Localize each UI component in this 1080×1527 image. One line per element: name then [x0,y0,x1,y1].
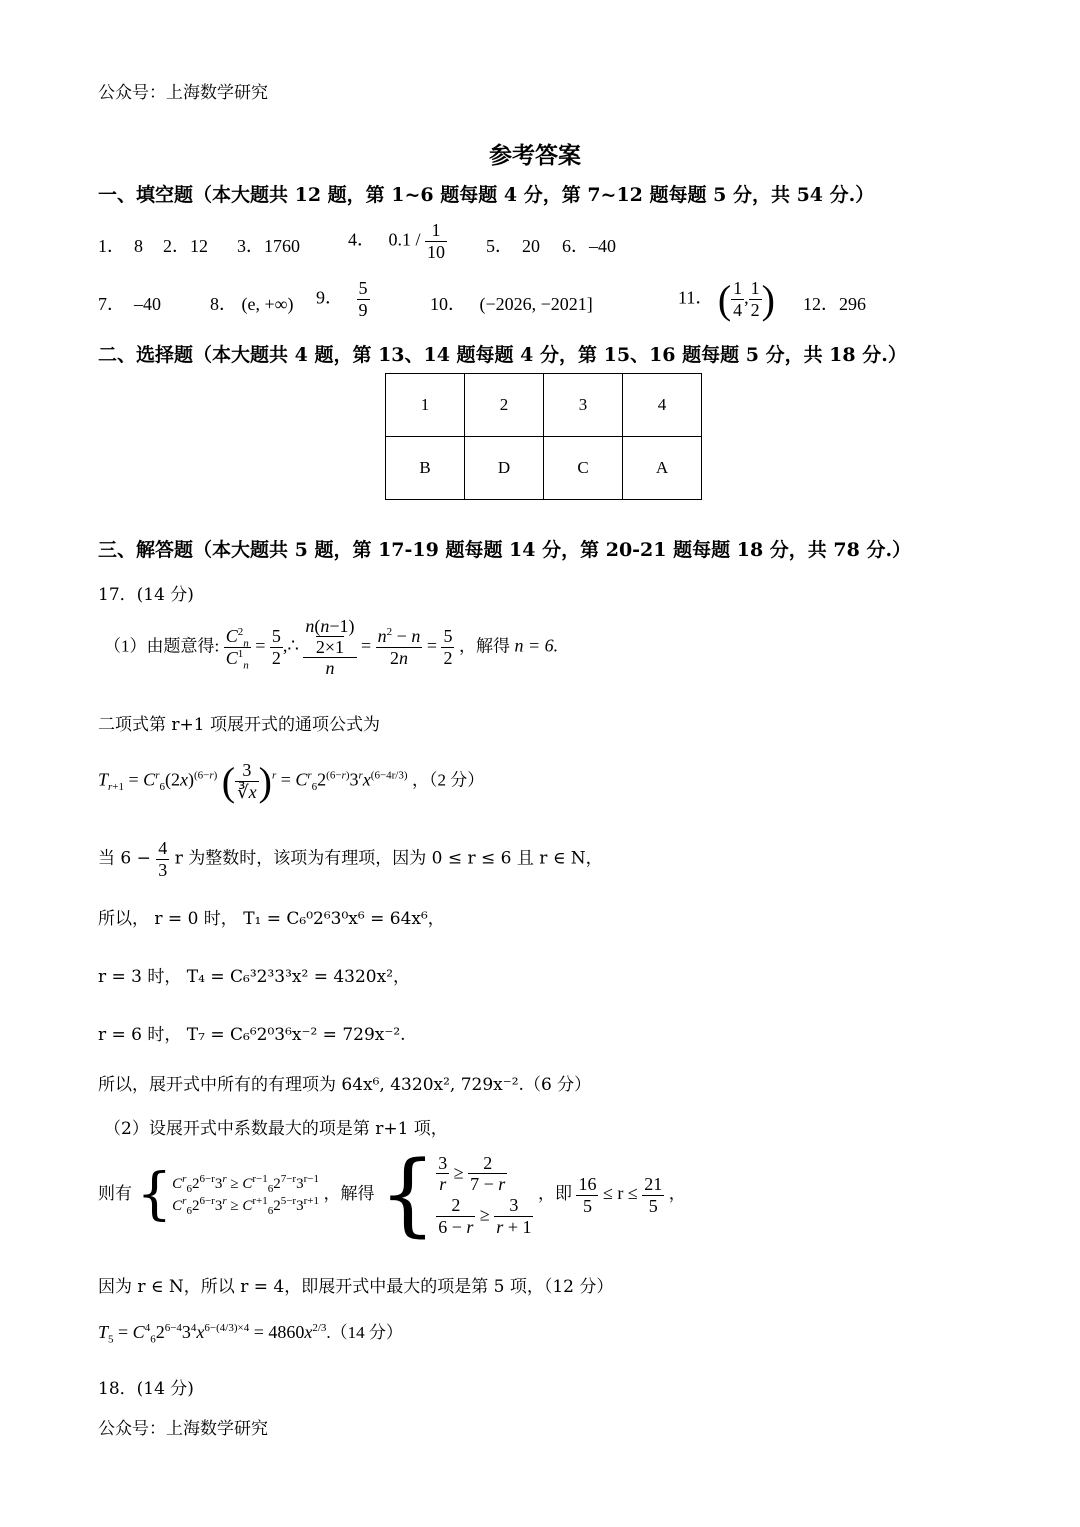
table-cell: 1 [386,374,465,437]
q17-rational-summary: 所以，展开式中所有的有理项为 64x⁶, 4320x², 729x⁻².（6 分） [98,1075,592,1095]
page-header-source: 公众号：上海数学研究 [98,83,268,103]
choice-answer-table [385,373,702,500]
q17-part2-conclusion: 因为 r ∈ N，所以 r = 4，即展开式中最大的项是第 5 项，（12 分） [98,1277,614,1297]
answer-2: 2．12 [163,236,208,256]
section-solution-heading: 三、解答题（本大题共 5 题，第 17-19 题每题 14 分，第 20-21 题每题 18 分，共 78 分.） [98,539,912,561]
table-cell: 3 [544,374,623,437]
q17-case-r0: 所以， r = 0 时， T₁ = C₆⁰2⁶3⁰x⁶ = 64x⁶， [98,909,445,929]
section-fill-in-heading: 一、填空题（本大题共 12 题，第 1~6 题每题 4 分，第 7~12 题每题 5 分，共 54 分.） [98,184,875,206]
table-row [386,437,702,500]
answer-11: 11． ( $\frac{1}{4}$ , $\frac{1}{2}$ ) [678,277,775,322]
answer-10: 10． (−2026, −2021] [430,294,593,314]
q17-general-term-intro: 二项式第 r+1 项展开式的通项公式为 [98,715,380,735]
table-cell: 2 [465,374,544,437]
answer-4: 4． 0.1 / $\frac{1}{10}$ [348,220,446,262]
answer-7: 7． –40 [98,294,161,314]
answer-6: 6．–40 [562,236,616,256]
page-title: 参考答案 [489,142,581,169]
q17-case-r3: r = 3 时， T₄ = C₆³2³3³x² = 4320x²， [98,967,411,987]
table-cell: B [386,437,465,500]
table-cell: C [544,437,623,500]
q17-part2-intro: （2）设展开式中系数最大的项是第 r+1 项， [104,1119,448,1139]
section-choice-heading: 二、选择题（本大题共 4 题，第 13、14 题每题 4 分，第 15、16 题每题 5 分，共 18 分.） [98,344,907,366]
q17-case-r6: r = 6 时， T₇ = C₆⁶2⁰3⁶x⁻² = 729x⁻². [98,1025,406,1045]
q17-rational-condition: 当 6 − $\frac{4}{3}$ r 为整数时，该项为有理项，因为 0 ≤ r ≤ 6 且 r ∈ N， [98,838,603,880]
answer-8: 8． (e, +∞) [210,294,294,314]
q17-heading: 17．(14 分) [98,585,194,605]
table-cell: A [623,437,702,500]
answer-1: 1． 8 [98,236,143,256]
q17-part2-system: 则有 {$C^r_62^{6-r}3^r \ge C^{r-1}_62^{7-r}3^{r-1}$ $C^r_62^{6-r}3^r \ge C^{r+1}_62^{5-r}3^{r+1}$ ，解得 { $\frac{3}{r}$ ≥ $\frac{2}{7 - r}$ $\frac{2}{6 - r}$ ≥ $\frac{3}{r + 1}$ ，即 $\frac{16}{5}$ ≤ r ≤ $\frac{21}{5}$ ， [98,1142,686,1247]
page-footer-source: 公众号：上海数学研究 [98,1419,268,1439]
answer-3: 3．1760 [237,236,300,256]
answer-5: 5． 20 [486,236,540,256]
table-row [386,374,702,437]
q17-t5-formula: $T_5 = C^4_62^{6-4}3^4x^{6-(4/3)\times 4} = 4860x^{2/3}.(14$ 分） [98,1322,403,1346]
answer-4-fraction: $\frac{1}{10}$ [427,220,446,262]
q18-heading: 18．(14 分) [98,1379,194,1399]
table-cell: D [465,437,544,500]
answer-12: 12．296 [803,294,866,314]
answer-9: 9． $\frac{5}{9}$ [316,278,368,320]
q17-part1: （1）由题意得: $\frac{C^2_n}{C^1_n}$ = $\frac{5}{2}$ ,∴ n(n−1) 2×1 n = $\frac{n^2 - n}{2n}$ = $\frac{5}{2}$ ，解得 n = 6. [104,616,559,679]
answer-9-fraction: $\frac{5}{9}$ [358,278,368,320]
table-cell: 4 [623,374,702,437]
q17-general-term-formula: $T_{r+1} = C^r_6(2x)^{(6-r)}$ ( $\frac{3}{∛x}$ )$^r = C^r_62^{(6-r)}3^rx^{(6-4r/3)}$ ，（2 分） [98,759,485,804]
